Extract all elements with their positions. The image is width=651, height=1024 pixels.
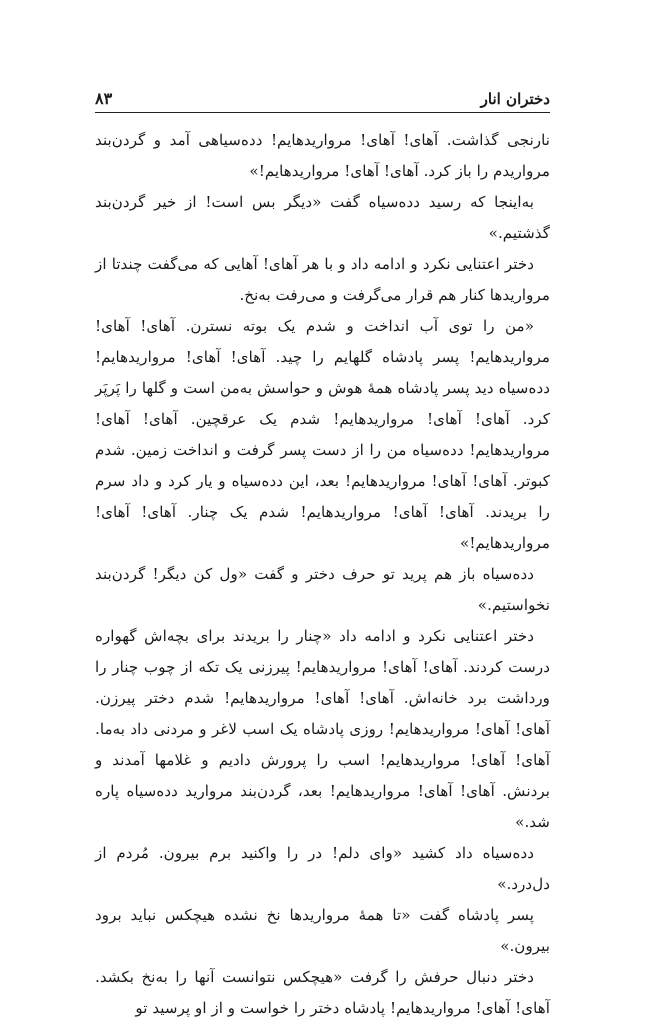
paragraph: پسر پادشاه گفت «تا همهٔ مرواریدها نخ نشده هیچکس نباید برود بیرون.»: [95, 906, 550, 955]
book-page: [95, 78, 550, 1017]
body-text: [95, 125, 550, 1024]
paragraph: «من را توی آب انداخت و شدم یک بوته نسترن. آهای! آهای! مرواریدهایم! پسر پادشاه گلهایم را چید. آهای! آهای! مرواریدهایم! دده‌سیاه دید پسر پادشاه همهٔ هوش و حواسش به‌من است و گلها را پَرپَر کرد. آهای! آهای! مرواریدهایم! شدم یک عرقچین. آهای! آهای! مرواریدهایم! دده‌سیاه من را از دست پسر گرفت و انداخت زمین. شدم کبوتر. آهای! آهای! مرواریدهایم! بعد، این دده‌سیاه و یار کرد و داد سرم را بریدند. آهای! آهای! مرواریدهایم! شدم یک چنار. آهای! آهای! مرواریدهایم!»: [95, 317, 550, 552]
paragraph: دختر اعتنایی نکرد و ادامه داد «چنار را بریدند برای بچه‌اش گهواره درست کردند. آهای! آهای! مرواریدهایم! پیرزنی یک تکه از چوب چنار را ورداشت برد خانه‌اش. آهای! آهای! مرواریدهایم! شدم دختر پیرزن. آهای! آهای! مرواریدهایم! روزی پادشاه یک اسب لاغر و مردنی داد به‌ما. آهای! آهای! مرواریدهایم! اسب را پرورش دادیم و غلامها آمدند و بردنش. آهای! آهای! مرواریدهایم! بعد، گردن‌بند مروارید دده‌سیاه پاره شد.»: [95, 627, 550, 831]
running-title: دختران انار: [480, 90, 550, 108]
paragraph: دختر دنبال حرفش را گرفت «هیچکس نتوانست آنها را به‌نخ بکشد. آهای! آهای! مرواریدهایم! پادشاه دختر را خواست و از او پرسید تو: [95, 968, 550, 1017]
paragraph: دده‌سیاه داد کشید «وای دلم! در را واکنید برم بیرون. مُردم از دل‌درد.»: [95, 844, 550, 893]
running-header: [95, 78, 550, 113]
page-number: ۸۳: [95, 89, 113, 108]
paragraph: نارنجی گذاشت. آهای! آهای! مرواریدهایم! دده‌سیاهی آمد و گردن‌بند مرواریدم را باز کرد. آهای! آهای! مرواریدهایم!»: [95, 131, 550, 180]
paragraph: دده‌سیاه باز هم پرید تو حرف دختر و گفت «ول کن دیگر! گردن‌بند نخواستیم.»: [95, 565, 550, 614]
paragraph: به‌اینجا که رسید دده‌سیاه گفت «دیگر بس است! از خیر گردن‌بند گذشتیم.»: [95, 193, 550, 242]
paragraph: دختر اعتنایی نکرد و ادامه داد و با هر آهای! آهایی که می‌گفت چندتا از مرواریدها کنار هم قرار می‌گرفت و می‌رفت به‌نخ.: [95, 255, 550, 304]
